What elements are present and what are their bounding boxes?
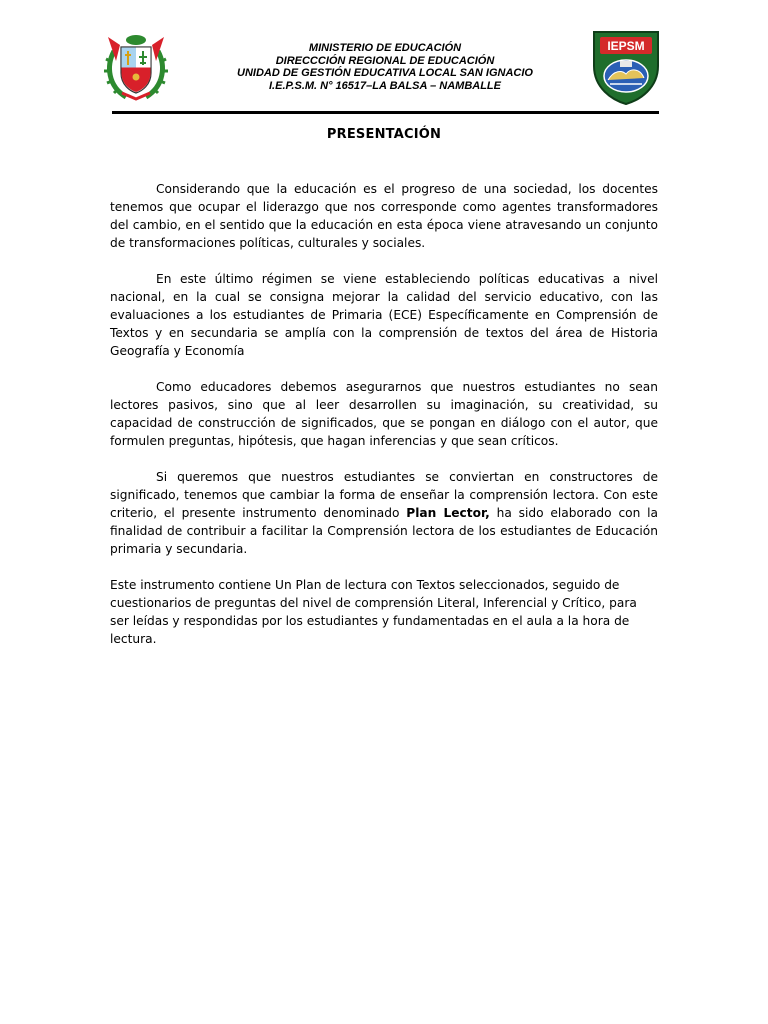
paragraph-5: Este instrumento contiene Un Plan de lectura con Textos seleccionados, seguido de cuestionarios de preguntas del nivel de comprensión Literal, Inferencial y Crítico, para ser leídas y respondidas por los estudiantes y fundamentadas en el aula a la hora de lectura. bbox=[110, 578, 637, 646]
national-coat-of-arms-icon bbox=[104, 31, 168, 101]
header-line-school: I.E.P.S.M. N° 16517–LA BALSA – NAMBALLE bbox=[269, 79, 501, 92]
school-logo-text: IEPSM bbox=[607, 39, 645, 53]
header-line-ugel: UNIDAD DE GESTIÓN EDUCATIVA LOCAL SAN IGNACIO bbox=[237, 67, 533, 79]
paragraph-2: En este último régimen se viene estableciendo políticas educativas a nivel nacional, en la cual se consigna mejorar la calidad del servicio educativo, con las evaluaciones a los estudiantes de Primaria (ECE) Específicamente en Comprensión de Textos y en secundaria se amplía con la comprensión de textos del área de Historia Geografía y Economía bbox=[110, 272, 658, 358]
paragraph-4 bbox=[110, 468, 658, 558]
header-divider-line bbox=[112, 111, 659, 114]
institution-header-text bbox=[190, 42, 580, 92]
paragraph-4-text-end: ha sido elaborado con la finalidad de contribuir a facilitar la Comprensión lectora de los estudiantes de Educación primaria y secundaria. bbox=[110, 506, 659, 556]
paragraph-3: Como educadores debemos asegurarnos que nuestros estudiantes no sean lectores pasivos, sino que al leer desarrollen su imaginación, su creatividad, su capacidad de construcción de significados, que se pongan en diálogo con el autor, que formulen preguntas, hipótesis, que hagan inferencias y que sean críticos. bbox=[110, 380, 658, 448]
plan-lector-bold-text: Plan Lector, bbox=[406, 506, 490, 520]
header-line-regional-direction: DIRECCCIÓN REGIONAL DE EDUCACIÓN bbox=[275, 54, 495, 67]
school-logo-icon bbox=[588, 26, 664, 106]
header-line-ministry: MINISTERIO DE EDUCACIÓN bbox=[308, 42, 462, 54]
document-header bbox=[0, 0, 768, 115]
paragraph-1: Considerando que la educación es el progreso de una sociedad, los docentes tenemos que ocupar el liderazgo que nos corresponde como agentes transformadores del cambio, en el sentido que la educación en esta época viene atravesando un conjunto de transformaciones políticas, culturales y sociales. bbox=[110, 182, 658, 250]
document-body bbox=[110, 180, 658, 666]
paragraph-4-text-start: Si queremos que nuestros estudiantes se conviertan en constructores de significado, tenemos que cambiar la forma de enseñar la comprensión lectora. Con este criterio, el presente instrumento denominado bbox=[110, 470, 658, 520]
page-title: PRESENTACIÓN bbox=[326, 127, 442, 142]
